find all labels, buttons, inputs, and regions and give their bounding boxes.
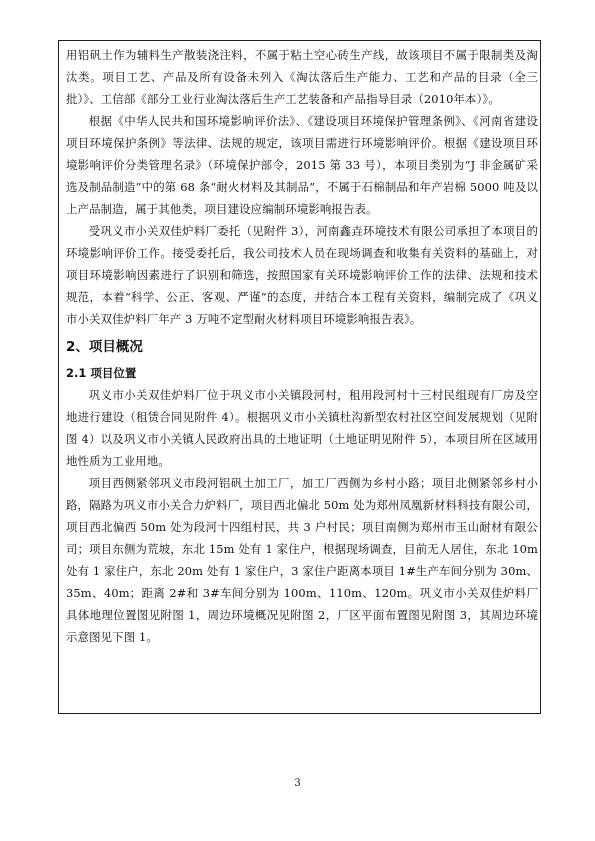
paragraph-classification: 用铝矾土作为辅料生产散装浇注料，不属于粘土空心砖生产线，故该项目不属于限制类及淘汰类。项目工艺、产品及所有设备未列入《淘汰落后生产能力、工艺和产品的目录（全三批）》、工信部《部分工业行业淘汰落后生产工艺装备和产品指导目录（2010年本）》。 bbox=[66, 48, 538, 106]
section-heading: 2、项目概况 bbox=[66, 339, 143, 355]
paragraph-location: 巩义市小关双佳炉料厂位于巩义市小关镇段河村，租用段河村十三村民组现有厂房及空地进行建设（租赁合同见附件 4）。根据巩义市小关镇杜沟新型农村社区空间发展规划（见附图 4）以及巩义市小关镇人民政府出具的土地证明（土地证明见附件 5），本项目所在区域用地性质为工业用地。 bbox=[66, 388, 538, 468]
paragraph-surroundings: 项目西侧紧邻巩义市段河铝矾土加工厂，加工厂西侧为乡村小路；项目北侧紧邻乡村小路，隔路为巩义市小关合力炉料厂，项目西北偏北 50m 处为郑州凤凰新材料科技有限公司，项目西北偏西 50m 处为段河十四组村民，共 3 户村民；项目南侧为郑州市玉山耐材有限公司；项目东侧为荒坡，东北 15m 处有 1 家住户，根据现场调查，目前无人居住，东北 10m 处有 1 家住户，东北 20m 处有 1 家住户，3 家住户距离本项目 1#生产车间分别为 30m、35m、40m；距离 2#和 3#车间分别为 100m、110m、120m。巩义市小关双佳炉料厂具体地理位置图见附图 1，周边环境概况见附图 2，厂区平面布置图见附图 3，其周边环境示意图见下图 1。 bbox=[66, 476, 538, 644]
paragraph-commission: 受巩义市小关双佳炉料厂委托（见附件 3），河南鑫垚环境技术有限公司承担了本项目的环境影响评价工作。接受委托后，我公司技术人员在现场调查和收集有关资料的基础上，对项目环境影响因素进行了识别和筛选，按照国家有关环境影响评价工作的法律、法规和技术规范，本着“科学、公正、客观、严谨”的态度，并结合本工程有关资料，编制完成了《巩义市小关双佳炉料厂年产 3 万吨不定型耐火材料项目环境影响报告表》。 bbox=[66, 224, 538, 326]
page-number: 3 bbox=[294, 778, 301, 789]
paragraph-legal-basis: 根据《中华人民共和国环境影响评价法》、《建设项目环境保护管理条例》、《河南省建设项目环境保护条例》等法律、法规的规定，该项目需进行环境影响评价。根据《建设项目环境影响评价分类管理名录》（环境保护部令，2015 第 33 号），本项目类别为“J 非金属矿采选及制品制造”中的第 68 条“耐火材料及其制品”，不属于石棉制品和年产岩棉 5000 吨及以上产品制造，属于其他类，项目建设应编制环境影响报告表。 bbox=[66, 114, 538, 216]
subsection-heading: 2.1 项目位置 bbox=[66, 366, 137, 380]
document-body bbox=[66, 44, 538, 648]
